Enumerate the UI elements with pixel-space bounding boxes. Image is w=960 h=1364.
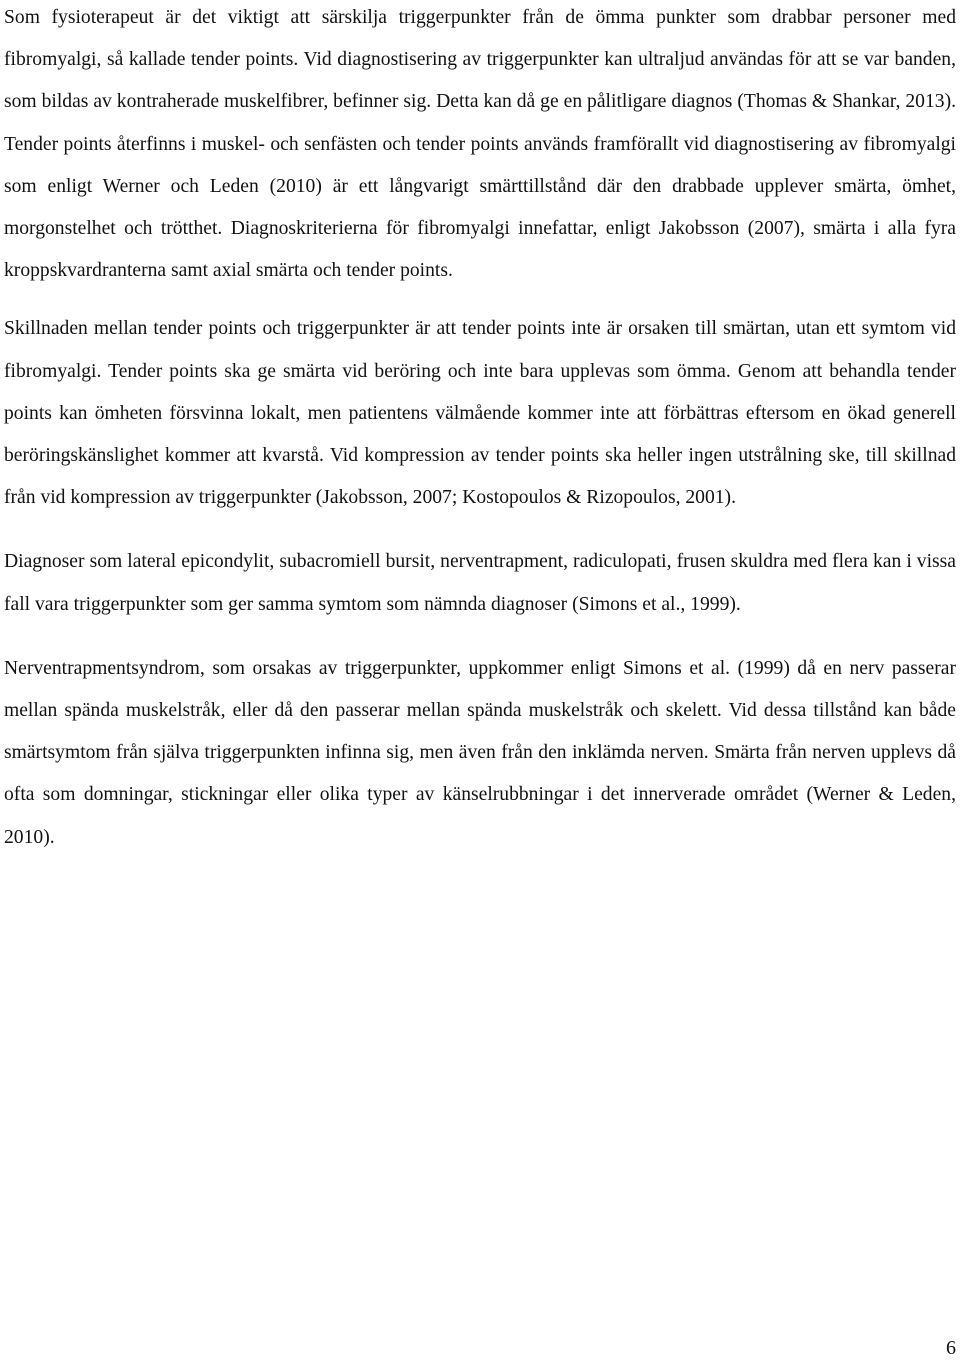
paragraph-tender-points-difference: Skillnaden mellan tender points och triggerpunkter är att tender points inte är orsaken till smärtan, utan ett symtom vid fibromyalgi. Tender points ska ge smärta vid beröring och inte bara upplevas som ömma. Genom att behandla tender points kan ömheten försvinna lokalt, men patientens välmående kommer inte att förbättras eftersom en ökad generell beröringskänslighet kommer att kvarstå. Vid kompression av tender points ska heller ingen utstrålning ske, till skillnad från vid kompression av triggerpunkter (Jakobsson, 2007; Kostopoulos & Rizopoulos, 2001).	[4, 318, 956, 509]
paragraph-diagnoses: Diagnoser som lateral epicondylit, subacromiell bursit, nerventrapment, radiculopati, frusen skuldra med flera kan i vissa fall vara triggerpunkter som ger samma symtom som nämnda diagnoser (Simons et al., 1999).	[4, 551, 956, 615]
document-page	[4, 0, 956, 859]
paragraph-nerve-entrapment: Nerventrapmentsyndrom, som orsakas av triggerpunkter, uppkommer enligt Simons et al. (1999) då en nerv passerar mellan spända muskelstråk, eller då den passerar mellan spända muskelstråk och skelett. Vid dessa tillstånd kan både smärtsymtom från själva triggerpunkten infinna sig, men även från den inklämda nerven. Smärta från nerven upplevs då ofta som domningar, stickningar eller olika typer av känselrubbningar i det innerverade området (Werner & Leden, 2010).	[4, 657, 956, 848]
paragraph-triggerpoints-vs-tender-points: Som fysioterapeut är det viktigt att särskilja triggerpunkter från de ömma punkter som drabbar personer med fibromyalgi, så kallade tender points. Vid diagnostisering av triggerpunkter kan ultraljud användas för att se var banden, som bildas av kontraherade muskelfibrer, befinner sig. Detta kan då ge en pålitligare diagnos (Thomas & Shankar, 2013). Tender points återfinns i muskel- och senfästen och tender points används framförallt vid diagnostisering av fibromyalgi som enligt Werner och Leden (2010) är ett långvarigt smärttillstånd där den drabbade upplever smärta, ömhet, morgonstelhet och trötthet. Diagnoskriterierna för fibromyalgi innefattar, enligt Jakobsson (2007), smärta i alla fyra kroppskvardranterna samt axial smärta och tender points.	[4, 7, 956, 282]
page-number: 6	[946, 1337, 956, 1359]
